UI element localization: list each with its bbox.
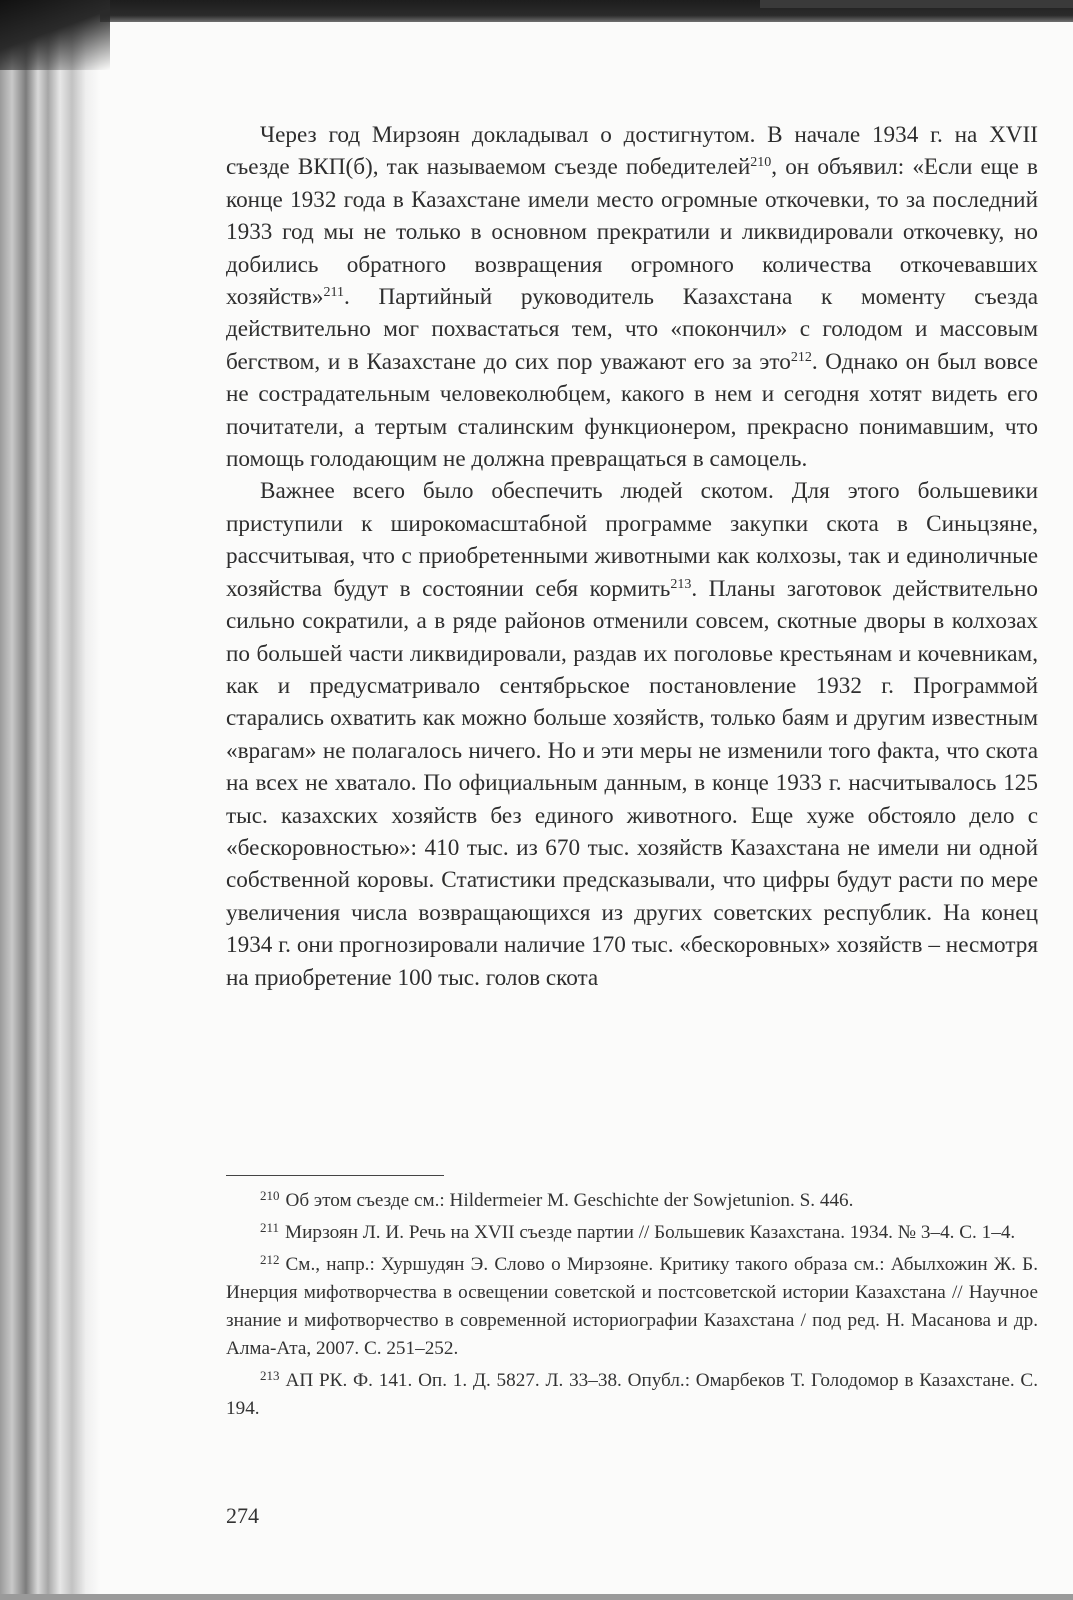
paragraph-1-text-d: . Однако он был вовсе не сострадательным человеколюбцем, какого в нем и сегодня хотят видеть его почитатели, а тертым сталинским функционером, прекрасно понимавшим, что помощь голодающим не должна превращаться в самоцель. [226,348,1038,473]
paragraph-1-text-c: . Партийный руководитель Казахстана к моменту съезда действительно мог похвастаться тем, что «покончил» с голодом и массовым бегством, и в Казахстане до сих пор уважают его за это [226,284,1038,375]
footnote-212 [226,1251,1038,1363]
footnote-text: Мирзоян Л. И. Речь на XVII съезде партии // Большевик Казахстана. 1934. № 3–4. С. 1–4. [285,1222,1016,1243]
footnote-number: 212 [260,1252,280,1267]
footnotes [226,1187,1038,1427]
footnote-text: АП РК. Ф. 141. Оп. 1. Д. 5827. Л. 33–38. Опубл.: Омарбеков Т. Голодомор в Казахстане. С. 194. [226,1370,1038,1419]
footnote-text: Об этом съезде см.: Hildermeier M. Geschichte der Sowjetunion. S. 446. [285,1190,854,1211]
page-number: 274 [226,1503,259,1528]
paragraph-2 [226,475,1038,994]
scan-top-edge [0,0,1073,22]
footnote-ref-212[interactable]: 212 [790,349,812,365]
footnote-separator [226,1175,444,1176]
footnote-ref-211[interactable]: 211 [323,285,344,301]
footnote-number: 213 [260,1368,280,1383]
paragraph-1 [226,119,1038,475]
scan-top-edge-notch [760,0,1073,8]
footnote-210 [226,1187,1038,1215]
paragraph-2-text-b: . Планы заготовок действительно сильно сократили, а в ряде районов отменили совсем, скотные дворы в колхозах по большей части ликвидировали, раздав их поголовье крестьянам и кочевникам, как и предусматривало сентябрьское постановление 1932 г. Программой старались охватить как можно больше хозяйств, только баям и другим известным «врагам» не полагалось ничего. Но и эти меры не изменили того факта, что скота на всех не хватало. По официальным данным, в конце 1933 г. насчитывалось 125 тыс. казахских хозяйств без единого животного. Еще хуже обстояло дело с «бескоровностью»: 410 тыс. из 670 тыс. хозяйств Казахстана не имели ни одной собственной коровы. Статистики предсказывали, что цифры будут расти по мере увеличения числа возвращающихся из других советских республик. На конец 1934 г. они прогнозировали наличие 170 тыс. «бескоровных» хозяйств – несмотря на приобретение 100 тыс. голов скота [226,575,1038,991]
book-spine-shadow [0,0,100,1600]
scan-bottom-edge [0,1594,1073,1600]
footnote-text: См., напр.: Хуршудян Э. Слово о Мирзояне. Критику такого образа см.: Абылхожин Ж. Б. Инерция мифотворчества в освещении советской и постсоветской истории Казахстана // Научное знание и мифотворчество в современной историографии Казахстана / под ред. Н. Масанова и др. Алма-Ата, 2007. С. 251–252. [226,1254,1038,1359]
footnote-number: 210 [260,1188,280,1203]
footnote-number: 211 [260,1220,280,1235]
footnote-ref-213[interactable]: 213 [670,576,692,592]
paragraph-1-text-b: , он объявил: «Если еще в конце 1932 года в Казахстане имели место огромные откочевки, то за последний 1933 год мы не только в основном прекратили и ликвидировали откочевку, но добились обратного возвращения огромного количества откочевавших хозяйств» [226,154,1039,311]
main-text [226,119,1038,994]
paragraph-2-text-a: Важнее всего было обеспечить людей скотом. Для этого большевики приступили к широкомасштабной программе закупки скота в Синьцзяне, рассчитывая, что с приобретенными животными как колхозы, так и единоличные хозяйства будут в состоянии себя кормить [226,478,1038,602]
footnote-211 [226,1219,1038,1247]
footnote-213 [226,1367,1038,1423]
footnote-ref-210[interactable]: 210 [750,155,772,171]
paragraph-1-text-a: Через год Мирзоян докладывал о достигнутом. В начале 1934 г. на XVII съезде ВКП(б), так называемом съезде победителей [226,122,1038,181]
book-corner-shadow [0,0,110,70]
